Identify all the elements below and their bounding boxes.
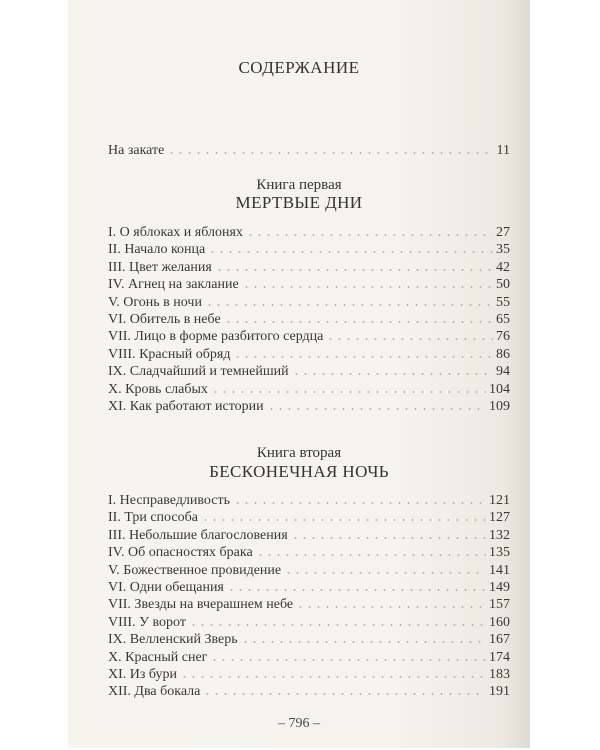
- dot-leader: [291, 536, 486, 540]
- dot-leader: [167, 151, 493, 155]
- toc-entry: [108, 614, 510, 631]
- entry-label: XI. Как работают истории: [108, 399, 264, 414]
- dot-leader: [292, 372, 493, 376]
- entry-label: V. Огонь в ночи: [108, 294, 202, 310]
- toc-entry: [108, 346, 510, 363]
- entry-page: 135: [489, 545, 510, 561]
- toc-entry-prologue: [108, 142, 510, 159]
- entry-label: IV. Агнец на заклание: [108, 277, 239, 293]
- entry-page: 191: [489, 684, 510, 700]
- toc-entry: [108, 527, 510, 544]
- entry-label: VII. Звезды на вчерашнем небе: [108, 597, 294, 613]
- entry-page: 86: [496, 346, 510, 362]
- entry-page: 127: [489, 510, 510, 526]
- dot-leader: [210, 658, 486, 662]
- toc-entry: [108, 241, 510, 258]
- entry-label: XII. Два бокала: [108, 684, 201, 700]
- dot-leader: [241, 640, 486, 644]
- toc-entry: [108, 224, 510, 241]
- entry-label: VII. Лицо в форме разбитого сердца: [108, 329, 324, 345]
- toc-entry: [108, 259, 510, 276]
- entry-label: IX. Велленский Зверь: [108, 632, 238, 648]
- toc-entry: [108, 544, 510, 561]
- dot-leader: [215, 268, 493, 272]
- dot-leader: [211, 390, 486, 394]
- entry-label: VIII. Красный обряд: [108, 346, 231, 362]
- toc-entry: [108, 492, 510, 509]
- entry-page: 94: [496, 364, 510, 380]
- entry-page: 149: [489, 580, 510, 595]
- page-number: – 796 –: [278, 716, 320, 731]
- entry-page: 174: [489, 649, 510, 665]
- dot-leader: [224, 320, 493, 324]
- entry-label: VIII. У ворот: [108, 614, 186, 630]
- book-two-title: БЕСКОНЕЧНАЯ НОЧЬ: [209, 462, 389, 481]
- dot-leader: [233, 355, 493, 359]
- entry-label: II. Три способа: [108, 510, 198, 526]
- entry-page: 35: [496, 242, 510, 258]
- entry-label: На закате: [108, 143, 165, 158]
- toc-entry: [108, 683, 510, 700]
- dot-leader: [284, 571, 486, 575]
- toc-entry: [108, 649, 510, 666]
- entry-page: 42: [496, 259, 510, 275]
- toc-entry: [108, 294, 510, 311]
- entry-page: 121: [489, 493, 510, 508]
- entry-page: 183: [489, 667, 510, 682]
- entry-label: II. Начало конца: [108, 242, 206, 258]
- entry-page: 157: [489, 597, 510, 613]
- toc-entry: [108, 398, 510, 415]
- toc-entry: [108, 328, 510, 345]
- entry-label: VI. Одни обещания: [108, 580, 224, 595]
- toc-entry: [108, 509, 510, 526]
- entry-label: I. Несправедливость: [108, 493, 230, 508]
- dot-leader: [242, 285, 493, 289]
- entry-page: 65: [496, 312, 510, 327]
- dot-leader: [256, 553, 486, 557]
- entry-page: 132: [489, 527, 510, 543]
- entry-page: 11: [496, 143, 510, 158]
- toc-entry: [108, 381, 510, 398]
- dot-leader: [203, 692, 486, 696]
- entry-label: IV. Об опасностях брака: [108, 545, 253, 561]
- entry-label: VI. Обитель в небе: [108, 312, 221, 327]
- toc-entry: [108, 276, 510, 293]
- dot-leader: [189, 623, 486, 627]
- toc-entry: [108, 631, 510, 648]
- entry-label: X. Кровь слабых: [108, 381, 208, 397]
- dot-leader: [180, 675, 486, 679]
- entry-page: 55: [496, 294, 510, 310]
- entry-page: 27: [496, 225, 510, 240]
- dot-leader: [246, 233, 493, 237]
- dot-leader: [233, 501, 486, 505]
- entry-page: 76: [496, 329, 510, 345]
- book-one-label: Книга первая: [256, 177, 342, 193]
- dot-leader: [201, 518, 486, 522]
- toc-entry: [108, 596, 510, 613]
- dot-leader: [208, 250, 493, 254]
- toc-entry: [108, 311, 510, 328]
- toc-entry: [108, 363, 510, 380]
- entry-label: X. Красный снег: [108, 649, 208, 665]
- entry-page: 167: [489, 632, 510, 648]
- book-one-title: МЕРТВЫЕ ДНИ: [235, 193, 363, 212]
- entry-page: 50: [496, 277, 510, 293]
- toc-entry: [108, 562, 510, 579]
- dot-leader: [326, 337, 493, 341]
- entry-page: 141: [489, 562, 510, 578]
- dot-leader: [296, 605, 486, 609]
- book-page: [68, 0, 530, 748]
- contents-title: СОДЕРЖАНИЕ: [238, 58, 360, 77]
- dot-leader: [227, 588, 486, 592]
- dot-leader: [205, 303, 493, 307]
- book-two-label: Книга вторая: [256, 445, 342, 461]
- entry-label: III. Цвет желания: [108, 259, 212, 275]
- entry-page: 104: [489, 381, 510, 397]
- toc-entry: [108, 666, 510, 683]
- entry-page: 109: [489, 399, 510, 414]
- entry-label: III. Небольшие благословения: [108, 527, 288, 543]
- dot-leader: [267, 407, 486, 411]
- entry-label: V. Божественное провидение: [108, 562, 282, 578]
- entry-label: I. О яблоках и яблонях: [108, 225, 243, 240]
- entry-label: IX. Сладчайший и темнейший: [108, 364, 289, 380]
- entry-page: 160: [489, 614, 510, 630]
- entry-label: XI. Из бури: [108, 667, 177, 682]
- toc-entry: [108, 579, 510, 596]
